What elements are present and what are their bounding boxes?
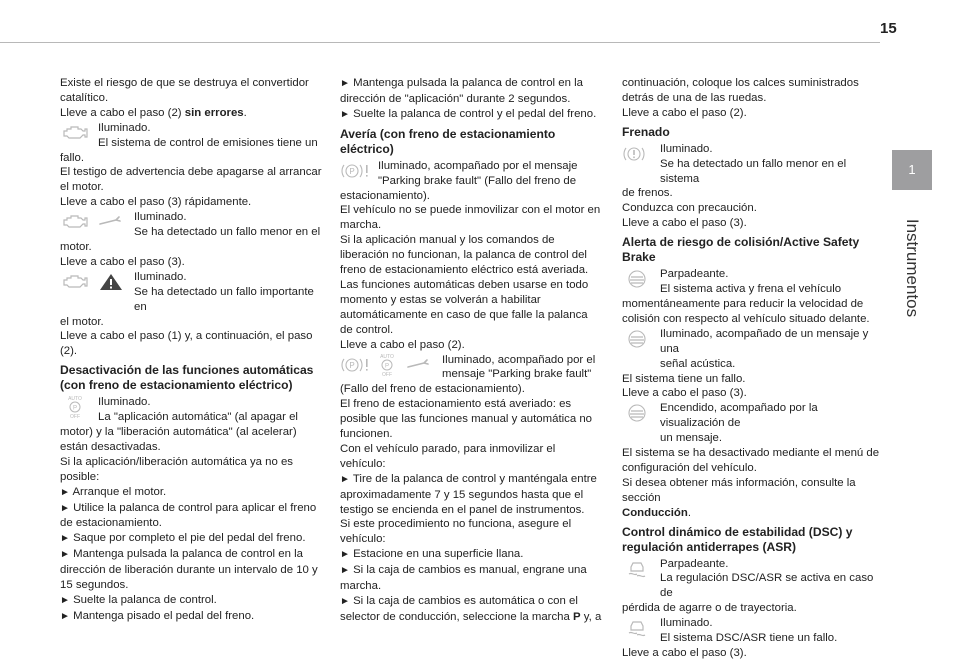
indicator-state: Iluminado, acompañado de un mensaje y una <box>660 327 869 355</box>
bullet-item <box>340 547 602 563</box>
column-2 <box>340 76 602 625</box>
paragraph: momentáneamente para reducir la velocidad de colisión con respecto al vehículo situado delante. <box>622 297 870 325</box>
paragraph: Lleve a cabo el paso (3). <box>622 647 747 659</box>
bullet-text: Saque por completo el pie del pedal del freno. <box>73 532 306 545</box>
indicator-desc: señal acústica. <box>660 357 736 370</box>
bullet-text: Estacione en una superficie llana. <box>353 548 524 561</box>
indicator-desc: La regulación DSC/ASR se activa en caso de <box>660 572 874 600</box>
bullet-text: Tire de la palanca de control y manténgala entre aproximadamente 7 y 15 segundos hasta que el testigo se encienda en el panel de instrumentos. <box>340 472 597 516</box>
paragraph: El sistema tiene un fallo. <box>622 372 746 385</box>
bullet-item <box>340 472 602 518</box>
paragraph: de frenos. <box>622 187 673 200</box>
bullet-arrow-icon: ► <box>340 473 350 485</box>
wrench-icon <box>404 354 434 376</box>
engine-warning-icon <box>60 122 90 144</box>
bullet-item <box>340 76 602 107</box>
indicator-desc: El sistema DSC/ASR tiene un fallo. <box>660 632 838 645</box>
parking-brake-fault-icon <box>340 354 370 376</box>
svg-text:OFF: OFF <box>382 371 392 377</box>
header-rule <box>0 42 880 43</box>
paragraph: motor) y la "liberación automática" (al acelerar) están desactivadas. <box>60 426 297 453</box>
bullet-text: Utilice la palanca de control para aplicar el freno de estacionamiento. <box>60 501 317 530</box>
indicator-desc: Se ha detectado un fallo menor en el sistema <box>660 157 847 185</box>
svg-text:P: P <box>384 363 390 369</box>
indicator-state: Parpadeante. <box>660 557 729 570</box>
paragraph: Si este procedimiento no funciona, asegure el vehículo: <box>340 518 572 546</box>
bullet-arrow-icon: ► <box>340 549 350 561</box>
indicator-state: Iluminado, acompañado por el <box>442 353 596 366</box>
paragraph: El vehículo no se puede inmovilizar con el motor en marcha. <box>340 204 601 232</box>
bullet-item <box>60 531 322 547</box>
chapter-title-text: Instrumentos <box>903 218 922 318</box>
brake-warning-icon <box>622 143 652 165</box>
column-1 <box>60 76 322 625</box>
paragraph: pérdida de agarre o de trayectoria. <box>622 602 797 615</box>
wrench-icon <box>96 211 126 233</box>
svg-text:P: P <box>72 405 78 412</box>
bold-text: sin errores <box>184 106 244 119</box>
svg-text:P: P <box>349 360 355 370</box>
paragraph: Existe el riesgo de que se destruya el convertidor catalítico. <box>60 77 309 104</box>
indicator-state: Iluminado. <box>660 142 713 155</box>
indicator-row <box>622 267 884 297</box>
section-link[interactable]: Conducción <box>622 506 688 519</box>
paragraph <box>622 506 884 521</box>
paragraph: Lleve a cabo el paso (3). <box>622 217 747 230</box>
indicator-desc: Se ha detectado un fallo importante en <box>134 285 314 313</box>
paragraph: Lleve a cabo el paso (3) rápidamente. <box>60 196 252 209</box>
bullet-arrow-icon: ► <box>340 108 350 120</box>
svg-text:P: P <box>349 166 355 176</box>
indicator-row <box>622 142 884 187</box>
paragraph: El sistema se ha desactivado mediante el menú de configuración del vehículo. <box>622 447 880 474</box>
indicator-desc: Se ha detectado un fallo menor en el <box>134 226 321 239</box>
bullet-text: y, a <box>580 610 602 623</box>
svg-text:OFF: OFF <box>70 414 80 420</box>
parking-auto-off-icon <box>60 396 90 418</box>
paragraph: estacionamiento). <box>340 189 430 202</box>
bullet-arrow-icon: ► <box>340 565 350 577</box>
indicator-desc: "Parking brake fault" (Fallo del freno de <box>378 174 577 187</box>
svg-text:AUTO: AUTO <box>68 396 82 403</box>
text: . <box>243 106 247 119</box>
collision-alert-icon <box>622 402 652 424</box>
indicator-row <box>340 159 602 189</box>
section-heading: Alerta de riesgo de colisión/Active Safety Brake <box>622 235 860 265</box>
chapter-tab[interactable]: 1 <box>892 150 932 190</box>
paragraph: Si la aplicación manual y los comandos de liberación no funcionan, la palanca de control del freno de estacionamiento eléctrico está averiada. <box>340 234 589 277</box>
paragraph: Lleve a cabo el paso (3). <box>60 255 185 268</box>
indicator-state: Iluminado. <box>98 121 151 134</box>
section-heading: Control dinámico de estabilidad (DSC) y regulación antiderrapes (ASR) <box>622 524 853 554</box>
collision-alert-icon <box>622 328 652 350</box>
bullet-item <box>60 485 322 501</box>
section-heading: Frenado <box>622 124 670 139</box>
engine-warning-icon <box>60 271 90 293</box>
bullet-arrow-icon: ► <box>60 502 70 514</box>
bullet-arrow-icon: ► <box>60 549 70 561</box>
paragraph: El freno de estacionamiento está averiado: es posible que las funciones manual y automática no funcionen. <box>340 398 593 441</box>
bullet-item <box>60 609 322 625</box>
indicator-row <box>622 616 884 646</box>
paragraph: Si desea obtener más información, consulte la sección <box>622 476 856 504</box>
warning-triangle-icon <box>96 271 126 293</box>
indicator-desc: El sistema activa y frena el vehículo <box>660 283 842 296</box>
bullet-text: Mantenga pulsada la palanca de control en la dirección de liberación durante un intervalo de 10 y 15 segundos. <box>60 548 318 592</box>
bullet-arrow-icon: ► <box>60 610 70 622</box>
bullet-item <box>60 501 322 532</box>
chapter-title <box>896 208 928 328</box>
paragraph: Con el vehículo parado, para inmovilizar el vehículo: <box>340 442 556 470</box>
indicator-row <box>60 210 322 240</box>
paragraph <box>60 106 322 121</box>
indicator-row <box>622 401 884 446</box>
indicator-row <box>60 270 322 315</box>
paragraph: Lleve a cabo el paso (1) y, a continuación, el paso (2). <box>60 330 313 358</box>
bullet-text: Si la caja de cambios es automática o con el selector de conducción, seleccione la marcha <box>340 595 578 623</box>
parking-brake-fault-icon <box>340 160 370 182</box>
bullet-arrow-icon: ► <box>340 78 350 89</box>
bullet-arrow-icon: ► <box>60 595 70 606</box>
collision-alert-icon <box>622 268 652 290</box>
indicator-desc: un mensaje. <box>660 432 723 445</box>
indicator-state: Iluminado. <box>134 211 187 224</box>
bullet-text: Arranque el motor. <box>72 485 167 498</box>
svg-text:AUTO: AUTO <box>380 353 394 360</box>
section-heading: Avería (con freno de estacionamiento eléctrico) <box>340 126 556 156</box>
bullet-text: Mantenga pulsada la palanca de control en la dirección de "aplicación" durante 2 segundos. <box>340 77 583 105</box>
paragraph: (Fallo del freno de estacionamiento). <box>340 383 525 396</box>
paragraph: Las funciones automáticas deben usarse en todo momento y estas se volverán a habilitar automáticamente en caso de que falle la palanca de control. <box>340 278 589 336</box>
paragraph: El testigo de advertencia debe apagarse al arrancar el motor. <box>60 166 322 194</box>
bullet-arrow-icon: ► <box>60 533 70 545</box>
paragraph: el motor. <box>60 315 104 328</box>
bold-text: P <box>573 610 581 623</box>
section-heading: Desactivación de las funciones automáticas (con freno de estacionamiento eléctrico) <box>60 363 314 393</box>
bullet-text: Suelte la palanca de control y el pedal del freno. <box>353 107 597 120</box>
bullet-item <box>340 563 602 594</box>
bullet-item <box>60 593 322 609</box>
bullet-item <box>60 547 322 593</box>
parking-auto-off-icon <box>372 354 402 376</box>
paragraph: Lleve a cabo el paso (3). <box>622 387 747 400</box>
text: . <box>687 506 691 519</box>
indicator-desc: La "aplicación automática" (al apagar el <box>98 411 298 424</box>
paragraph: Conduzca con precaución. <box>622 202 757 215</box>
indicator-row <box>60 121 322 151</box>
indicator-row <box>622 557 884 602</box>
bullet-arrow-icon: ► <box>340 596 350 607</box>
paragraph: continuación, coloque los calces suministrados detrás de una de las ruedas. <box>622 77 859 104</box>
bullet-item <box>340 594 602 625</box>
column-3 <box>622 76 884 661</box>
paragraph: fallo. <box>60 151 85 164</box>
engine-warning-icon <box>60 211 90 233</box>
indicator-state: Parpadeante. <box>660 268 729 281</box>
indicator-row <box>622 327 884 372</box>
bullet-arrow-icon: ► <box>60 486 70 498</box>
paragraph: Lleve a cabo el paso (2). <box>622 106 747 119</box>
indicator-state: Iluminado. <box>660 617 713 630</box>
bullet-item <box>340 107 602 123</box>
indicator-state: Iluminado, acompañado por el mensaje <box>378 159 578 172</box>
page-number: 15 <box>880 20 897 37</box>
indicator-desc: El sistema de control de emisiones tiene un <box>98 136 318 149</box>
indicator-row <box>340 353 602 383</box>
bullet-text: Suelte la palanca de control. <box>73 594 217 606</box>
indicator-row <box>60 395 322 425</box>
indicator-state: Iluminado. <box>98 396 151 409</box>
indicator-state: Encendido, acompañado por la visualización de <box>660 402 818 430</box>
indicator-desc: mensaje "Parking brake fault" <box>442 368 592 381</box>
text: Lleve a cabo el paso (2) <box>60 106 185 119</box>
paragraph: Lleve a cabo el paso (2). <box>340 338 465 351</box>
paragraph: motor. <box>60 240 92 253</box>
indicator-state: Iluminado. <box>134 270 187 283</box>
stability-control-icon <box>622 617 652 639</box>
stability-control-icon <box>622 558 652 580</box>
bullet-text: Si la caja de cambios es manual, engrane una marcha. <box>340 564 587 593</box>
bullet-text: Mantenga pisado el pedal del freno. <box>73 609 255 622</box>
paragraph: Si la aplicación/liberación automática ya no es posible: <box>60 455 294 483</box>
